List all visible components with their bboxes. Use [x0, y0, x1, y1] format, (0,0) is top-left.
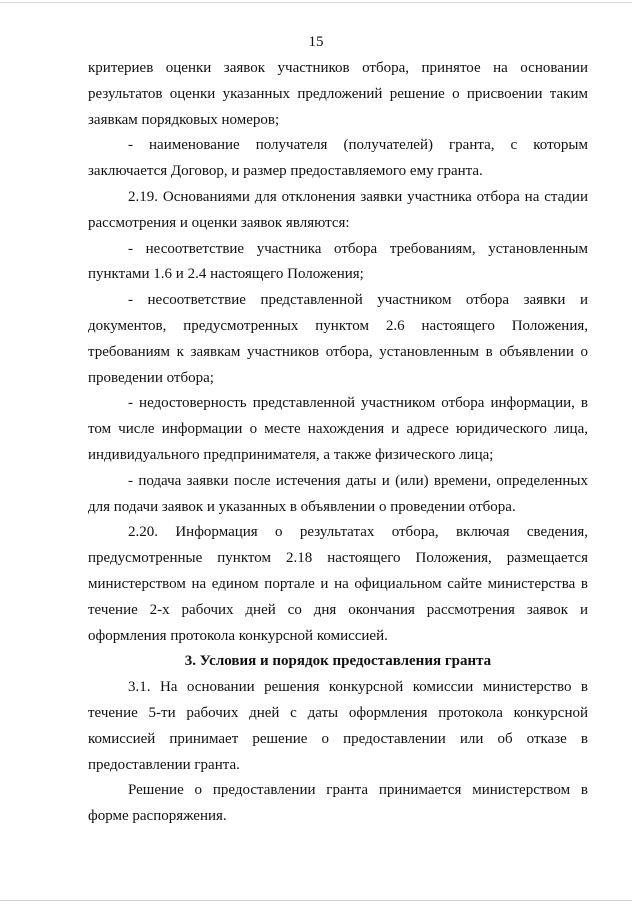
page-number: 15 [308, 34, 324, 50]
document-body [88, 56, 588, 830]
paragraph: критериев оценки заявок участников отбора, принятое на основании результатов оценки указанных предложений решение о присвоении таким заявкам порядковых номеров; [88, 60, 588, 128]
paragraph: 2.19. Основаниями для отклонения заявки участника отбора на стадии рассмотрения и оценки заявок являются: [88, 188, 588, 231]
paragraph: 3.1. На основании решения конкурсной комиссии министерство в течение 5-ти рабочих дней с даты оформления протокола конкурсной комиссией принимает решение о предоставлении или об отказе в предоставлении гранта. [88, 679, 588, 773]
paragraph: - подача заявки после истечения даты и (или) времени, определенных для подачи заявок и указанных в объявлении о проведении отбора. [88, 472, 588, 515]
bottom-scan-edge [0, 900, 632, 901]
paragraph: - несоответствие участника отбора требованиям, установленным пунктами 1.6 и 2.4 настоящего Положения; [88, 240, 588, 283]
paragraph: Решение о предоставлении гранта принимается министерством в форме распоряжения. [88, 782, 588, 825]
top-scan-edge [0, 2, 632, 3]
paragraph: 2.20. Информация о результатах отбора, включая сведения, предусмотренные пунктом 2.18 настоящего Положения, размещается министерством на едином портале и на официальном сайте министерства в течение 2-х рабочих дней со дня окончания рассмотрения заявок и оформления протокола конкурсной комиссией. [88, 524, 588, 644]
paragraph: - недостоверность представленной участником отбора информации, в том числе информации о месте нахождения и адресе юридического лица, индивидуального предпринимателя, а также физического лица; [88, 395, 588, 463]
paragraph: - наименование получателя (получателей) гранта, с которым заключается Договор, и размер предоставляемого ему гранта. [88, 137, 588, 180]
paragraph: - несоответствие представленной участником отбора заявки и документов, предусмотренных пунктом 2.6 настоящего Положения, требованиям к заявкам участников отбора, установленным в объявлении о проведении отбора; [88, 292, 588, 386]
section-heading: 3. Условия и порядок предоставления гранта [184, 653, 492, 670]
